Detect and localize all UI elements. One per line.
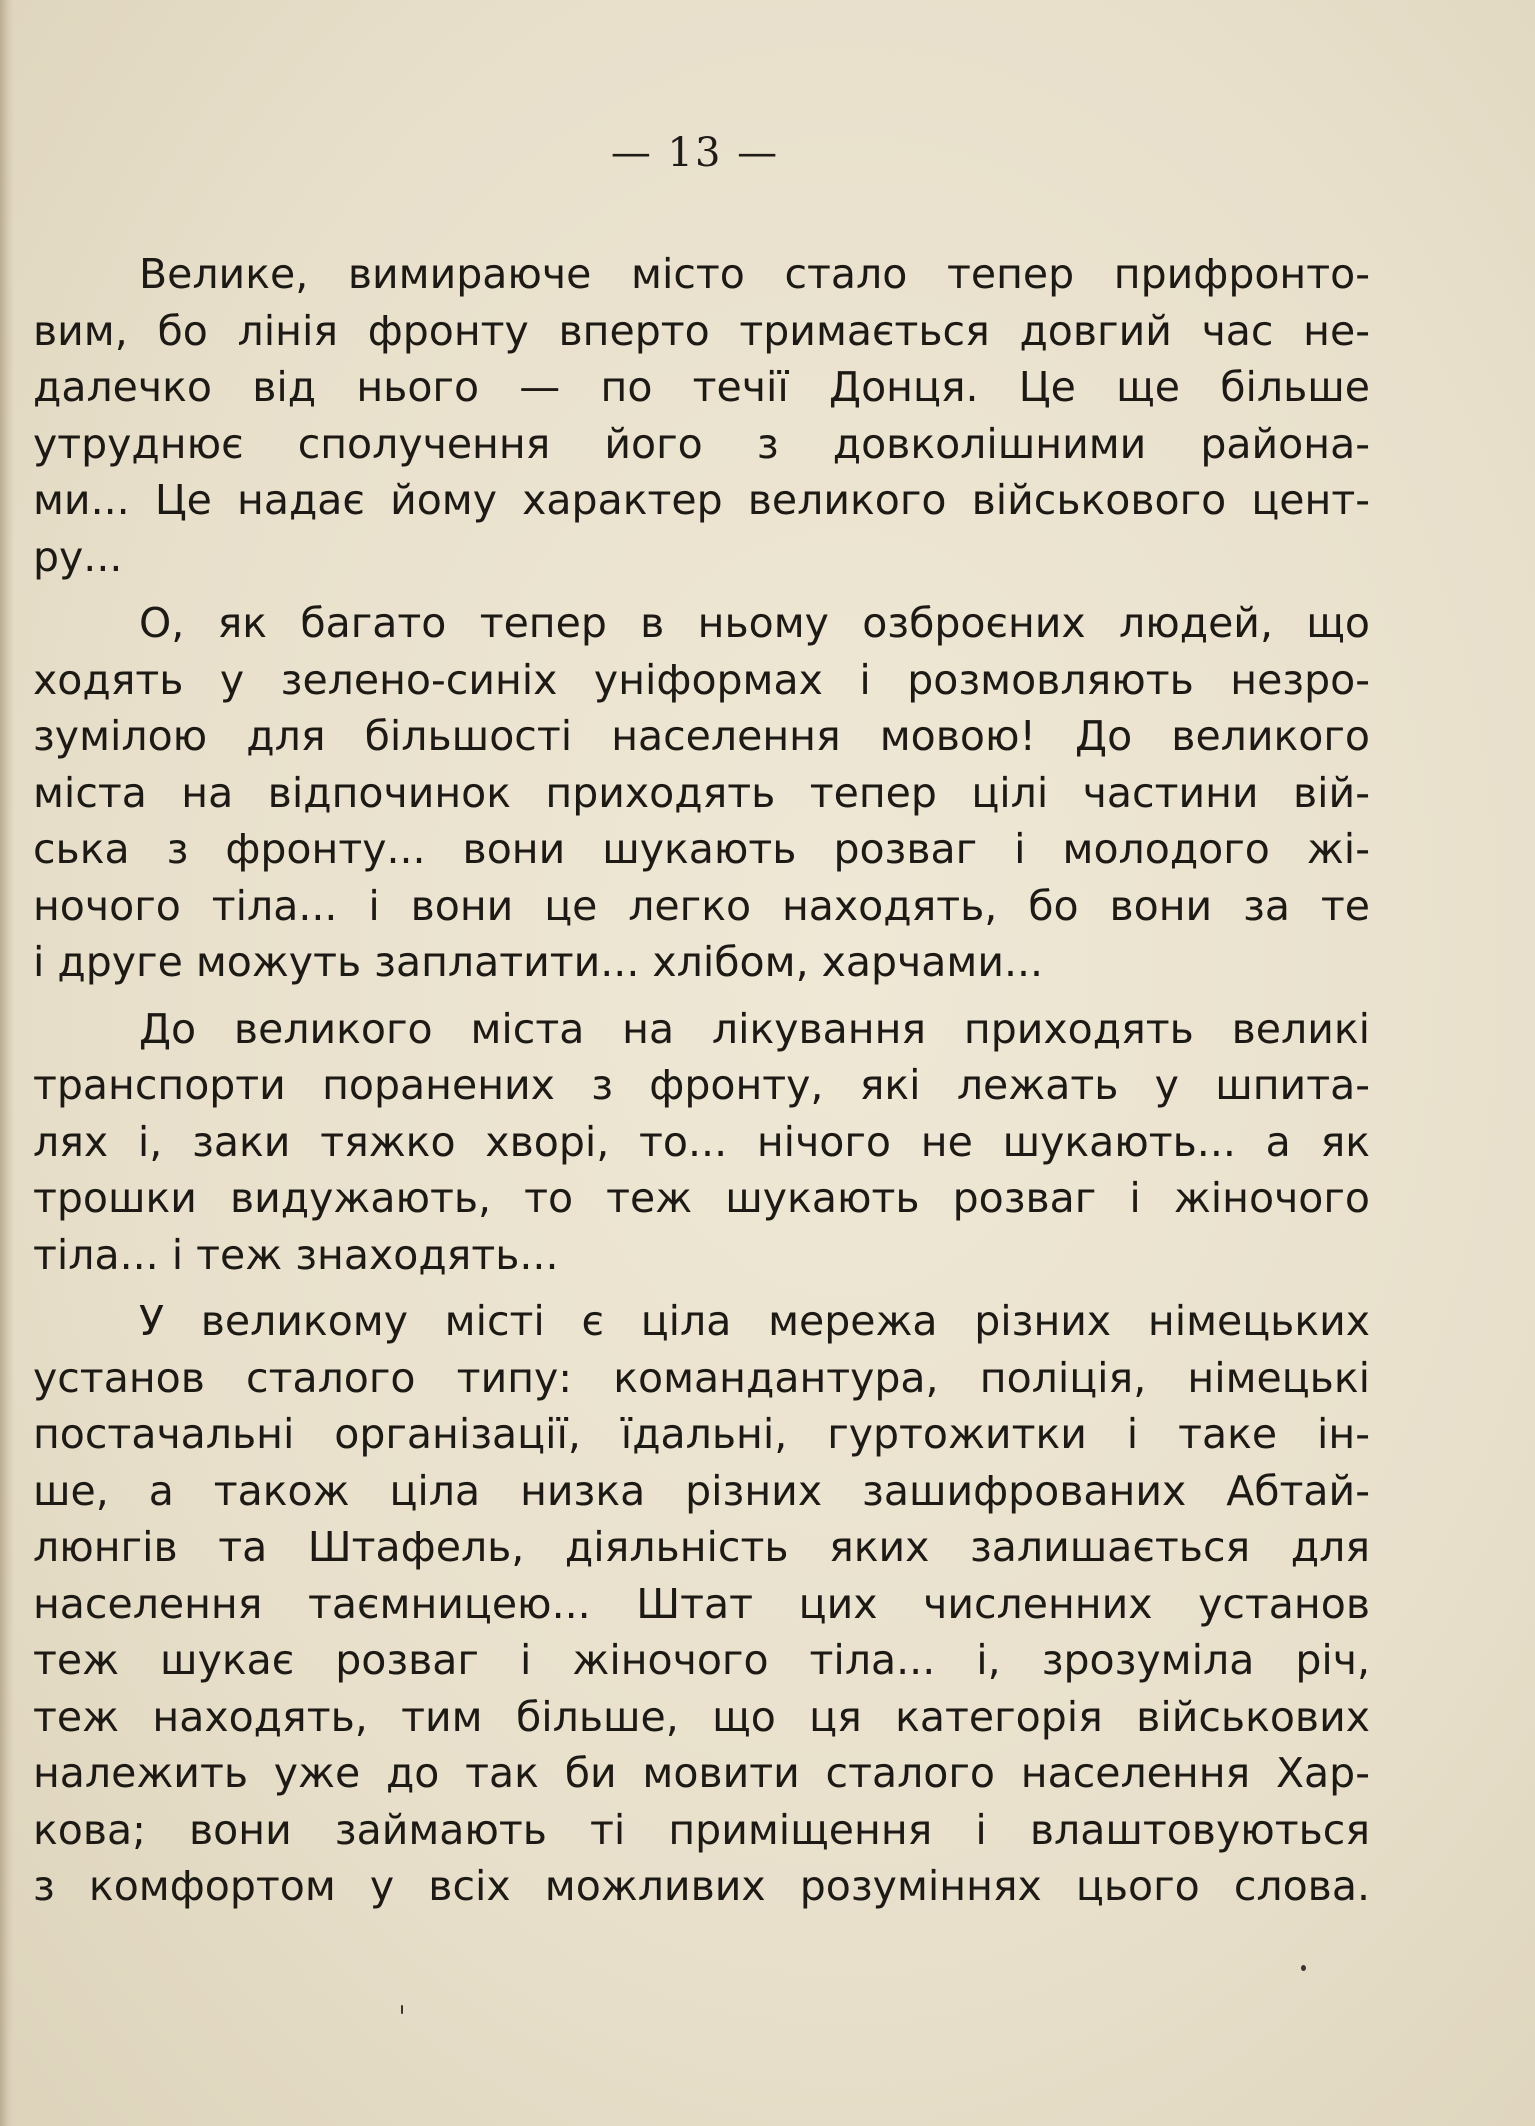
text-line: ська з фронту... вони шукають розваг і молодого жі-	[33, 825, 1370, 873]
text-line: ночого тіла... і вони це легко находять, бо вони за те	[33, 881, 1370, 930]
text-line: О, як багато тепер в ньому озброєних людей, що	[139, 599, 1370, 647]
paragraph-3	[33, 1001, 1370, 1284]
text-line: трошки видужають, то теж шукають розваг і жіночого	[33, 1174, 1370, 1222]
text-line: лях і, заки тяжко хворі, то... нічого не шукають... а як	[33, 1117, 1370, 1166]
text-line: міста на відпочинок приходять тепер цілі частини вій-	[33, 768, 1370, 817]
text-line: і друге можуть заплатити... хлібом, харчами...	[33, 938, 1044, 986]
text-line: теж находять, тим більше, що ця категорія військових	[33, 1692, 1370, 1741]
text-line: ше, а також ціла низка різних зашифрованих Абтай-	[33, 1466, 1370, 1515]
page-binding-edge	[0, 0, 14, 2126]
text-line: люнгів та Штафель, діяльність яких залишається для	[33, 1523, 1370, 1571]
text-line: До великого міста на лікування приходять великі	[139, 1004, 1370, 1053]
body-text	[33, 246, 1370, 1915]
text-line: теж шукає розваг і жіночого тіла... і, зрозуміла річ,	[33, 1636, 1370, 1684]
ink-speck	[401, 2005, 403, 2014]
text-line: ходять у зелено-синіх уніформах і розмовляють незро-	[33, 655, 1370, 704]
page-number: — 13 —	[610, 130, 780, 176]
text-line: вим, бо лінія фронту вперто тримається довгий час не-	[33, 306, 1370, 355]
text-line: тіла... і теж знаходять...	[33, 1230, 559, 1279]
text-line: належить уже до так би мовити сталого населення Хар-	[33, 1749, 1370, 1797]
text-line: Велике, вимираюче місто стало тепер прифронто-	[139, 250, 1370, 298]
text-line: далечко від нього — по течії Донця. Це ще більше	[33, 363, 1370, 411]
text-line: установ сталого типу: командантура, поліція, німецькі	[33, 1353, 1370, 1402]
text-line: кова; вони займають ті приміщення і влаштовуються	[33, 1805, 1370, 1854]
text-line: ми... Це надає йому характер великого військового цент-	[33, 476, 1370, 524]
text-line: з комфортом у всіх можливих розуміннях цього слова.	[33, 1862, 1370, 1910]
text-line: У великому місті є ціла мережа різних німецьких	[139, 1297, 1370, 1345]
paragraph-2	[33, 595, 1370, 991]
paragraph-1	[33, 246, 1370, 585]
text-line: ру...	[33, 532, 123, 581]
text-line: зумілою для більшості населення мовою! До великого	[33, 712, 1370, 760]
text-line: населення таємницею... Штат цих численних установ	[33, 1579, 1370, 1628]
text-line: постачальні організації, їдальні, гуртожитки і таке ін-	[33, 1410, 1370, 1458]
text-line: транспорти поранених з фронту, які лежать у шпита-	[33, 1061, 1370, 1109]
text-line: утруднює сполучення його з довколішними района-	[33, 419, 1370, 468]
paragraph-4	[33, 1293, 1370, 1915]
ink-speck	[1301, 1965, 1306, 1971]
